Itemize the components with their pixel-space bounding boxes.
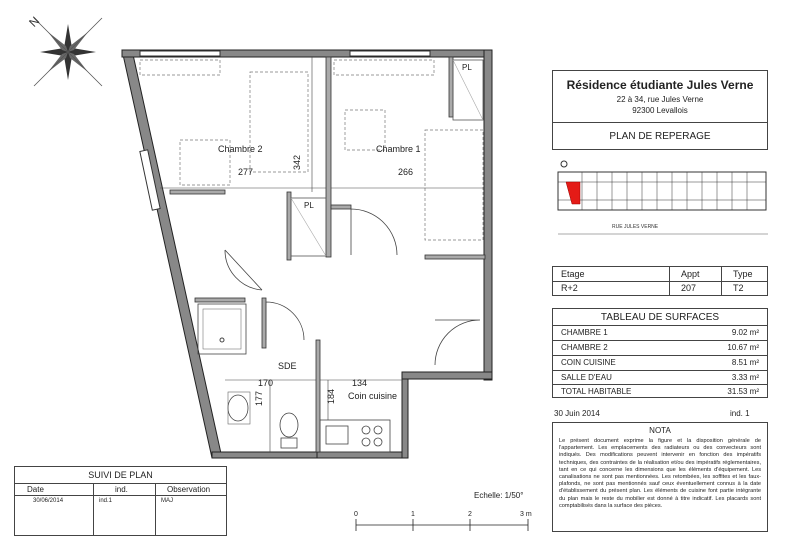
scale-tick-3: 3 m (520, 511, 532, 518)
wall-east (484, 50, 492, 380)
wall-pl-left (287, 192, 291, 260)
residence-title: Résidence étudiante Jules Verne (566, 78, 754, 92)
reperage-map (552, 152, 774, 252)
address-line-2: 92300 Levallois (632, 106, 688, 115)
suivi-cell-date: 30/06/2014 (33, 498, 64, 504)
unit-table (552, 266, 768, 296)
surface-label-sde: SALLE D'EAU (561, 373, 612, 382)
unit-value-type: T2 (733, 283, 744, 293)
suivi-cell-ind: ind.1 (99, 498, 113, 504)
street-label: RUE JULES VERNE (612, 224, 659, 230)
window-chambre1 (350, 51, 430, 56)
door-chambre2 (225, 250, 262, 290)
revision-date: 30 Juin 2014 (554, 409, 600, 418)
dim-134: 134 (352, 378, 368, 388)
wall-between-chambers (326, 57, 331, 257)
dim-170: 170 (258, 378, 274, 388)
title-block (540, 12, 777, 540)
window-chambre2 (140, 51, 220, 56)
dim-177: 177 (254, 390, 264, 406)
surface-value-sde: 3.33 m² (731, 373, 759, 382)
suivi-title: SUIVI DE PLAN (88, 470, 153, 480)
scale-tick-1: 1 (411, 511, 415, 518)
room-label-pl-center: PL (304, 201, 314, 210)
room-label-sde: SDE (278, 361, 297, 371)
unit-value-etage: R+2 (561, 283, 578, 293)
kitchen-sink (326, 426, 348, 444)
surface-value-cuisine: 8.51 m² (731, 358, 759, 367)
suivi-col-observation: Observation (167, 485, 211, 494)
unit-header-appt: Appt (681, 269, 700, 279)
wall-sde-east (316, 340, 320, 452)
room-label-cuisine: Coin cuisine (348, 391, 398, 401)
wall-south-west (212, 452, 317, 458)
compass-icon (34, 18, 102, 86)
wall-notch (402, 372, 492, 379)
unit-header-etage: Etage (561, 269, 585, 279)
scale-bar (340, 505, 540, 545)
suivi-col-ind: ind. (115, 485, 128, 494)
surfaces-title: TABLEAU DE SURFACES (600, 312, 720, 323)
nota-title: NOTA (649, 426, 671, 435)
dim-342: 342 (292, 154, 302, 170)
wall-sde-north (195, 298, 245, 302)
dim-266: 266 (398, 167, 414, 177)
surface-value-chambre2: 10.67 m² (727, 343, 759, 352)
wall-west (122, 50, 222, 458)
toilet (280, 413, 298, 437)
dim-277: 277 (238, 167, 254, 177)
nota-box (552, 422, 768, 532)
reperage-title: PLAN DE REPERAGE (609, 131, 711, 142)
compass-north-label: N (26, 13, 43, 30)
surface-total-label: TOTAL HABITABLE (561, 387, 632, 396)
surface-label-chambre2: CHAMBRE 2 (561, 343, 608, 352)
scale-tick-2: 2 (468, 511, 472, 518)
room-label-chambre2: Chambre 2 (218, 144, 263, 154)
surface-total-value: 31.53 m² (727, 387, 759, 396)
unit-header-type: Type (733, 269, 753, 279)
door-sde (266, 302, 304, 340)
residence-header (552, 70, 768, 126)
wall-chambre1-south-right (425, 255, 485, 259)
surface-label-chambre1: CHAMBRE 1 (561, 328, 608, 337)
reperage-title-box (552, 122, 768, 150)
shower-tray (198, 304, 246, 354)
wall-pl2 (449, 57, 453, 117)
wall-sde-mid (262, 298, 266, 348)
room-label-chambre1: Chambre 1 (376, 144, 421, 154)
site-map (552, 152, 774, 252)
revision-index: ind. 1 (730, 409, 750, 418)
surfaces-table (552, 308, 768, 398)
bed-chambre1 (425, 130, 483, 240)
scale-tick-0: 0 (354, 511, 358, 518)
wardrobe-chambre2 (140, 60, 220, 75)
dim-184: 184 (326, 388, 336, 404)
suivi-cell-observation: MAJ (161, 498, 173, 504)
surface-value-chambre1: 9.02 m² (731, 328, 759, 337)
wall-south-east (317, 452, 407, 458)
wall-kitchen-east (402, 372, 408, 458)
unit-value-appt: 207 (681, 283, 697, 293)
room-label-pl-north: PL (462, 63, 472, 72)
surface-label-cuisine: COIN CUISINE (561, 358, 616, 367)
kitchen-hob (362, 426, 382, 446)
nota-text: Le présent document exprime la figure et la disposition générale de l'appartement. Les emplacements des radiateurs ou des convecteurs sont indiqués. Des modifications peuvent intervenir en fonction des impératifs techniques, des contraintes de la réalisation et/ou des impératifs réglementaires, tant en ce qui concerne les dimensions que les éléments d'équipement. Les canalisations ne sont pas mentionnées. Les retombées, les soffites et les faux-plafonds, ne sont pas mentionnés sauf ceux éventuellement connus à la date d'établissement du présent plan. Les éléments de cuisine font partie intégrante du plan mais le reste du mobilier est donné à titre indicatif. Les placards sont comptabilisés dans la surface des pièces. (559, 438, 761, 509)
washbasin (228, 395, 248, 421)
door-entry (435, 320, 480, 365)
suivi-table (14, 466, 227, 536)
wall-chambre1-south (331, 205, 351, 209)
door-chambre1 (351, 209, 397, 255)
wardrobe-chambre1 (334, 60, 434, 75)
kitchen-counter (320, 420, 390, 452)
address-line-1: 22 à 34, rue Jules Verne (616, 95, 704, 104)
wall-chambre2-south (170, 190, 225, 194)
suivi-col-date: Date (27, 485, 44, 494)
scale-label: Echelle: 1/50° (474, 491, 524, 500)
